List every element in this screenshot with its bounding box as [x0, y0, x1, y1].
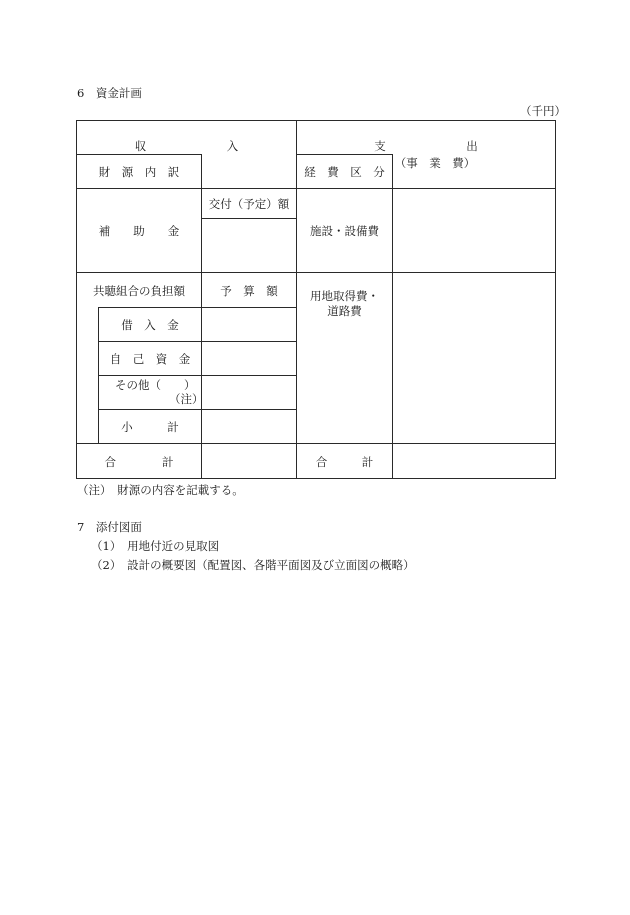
- row-line: [98, 375, 297, 376]
- source-breakdown-header: 財 源 内 訳: [98, 165, 180, 179]
- attachment-item: （1） 用地付近の見取図: [91, 539, 220, 553]
- row-line: [201, 218, 297, 219]
- expense-header: 支 出: [374, 139, 478, 153]
- attachment-item: （2） 設計の概要図（配置図、各階平面図及び立面図の概略）: [91, 558, 415, 572]
- own-funds-label: 自 己 資 金: [109, 352, 191, 366]
- expense-category-header: 経 費 区 分: [304, 165, 385, 179]
- facility-cost-label: 施設・設備費: [310, 224, 379, 238]
- grant-amount-header: 交付（予定）額: [208, 197, 290, 211]
- income-header: 収 入: [134, 139, 239, 153]
- table-note: （注） 財源の内容を記載する。: [77, 483, 244, 497]
- table-bottom-border: [76, 478, 556, 479]
- unit-label: （千円）: [520, 104, 566, 118]
- row-line: [76, 272, 556, 273]
- col-line: [201, 188, 202, 479]
- row-line: [296, 154, 393, 155]
- row-line: [76, 188, 556, 189]
- union-burden-label: 共聴組合の負担額: [93, 284, 185, 298]
- row-line: [98, 307, 297, 308]
- borrowing-label: 借 入 金: [121, 318, 179, 332]
- section-6-title: 6 資金計画: [77, 86, 142, 100]
- subsidy-label: 補 助 金: [98, 224, 180, 238]
- subtotal-label: 小 計: [121, 420, 179, 434]
- row-line: [98, 409, 297, 410]
- row-line: [76, 154, 202, 155]
- row-line: [76, 443, 556, 444]
- table-top-border: [76, 120, 556, 121]
- land-cost-label-line2: 道路費: [327, 304, 362, 318]
- col-line: [201, 154, 202, 189]
- section-7-title: 7 添付図面: [77, 520, 142, 534]
- col-line: [392, 154, 393, 479]
- land-cost-label-line1: 用地取得費・: [310, 289, 379, 303]
- budget-amount-header: 予 算 額: [220, 284, 278, 298]
- total-income-label: 合 計: [104, 455, 174, 469]
- other-label: その他（ ）: [115, 378, 196, 392]
- other-note-label: （注）: [169, 392, 204, 406]
- expense-subheader: （事 業 費）: [394, 156, 476, 170]
- total-expense-label: 合 計: [315, 455, 374, 469]
- table-right-border: [555, 120, 556, 479]
- row-line: [98, 341, 297, 342]
